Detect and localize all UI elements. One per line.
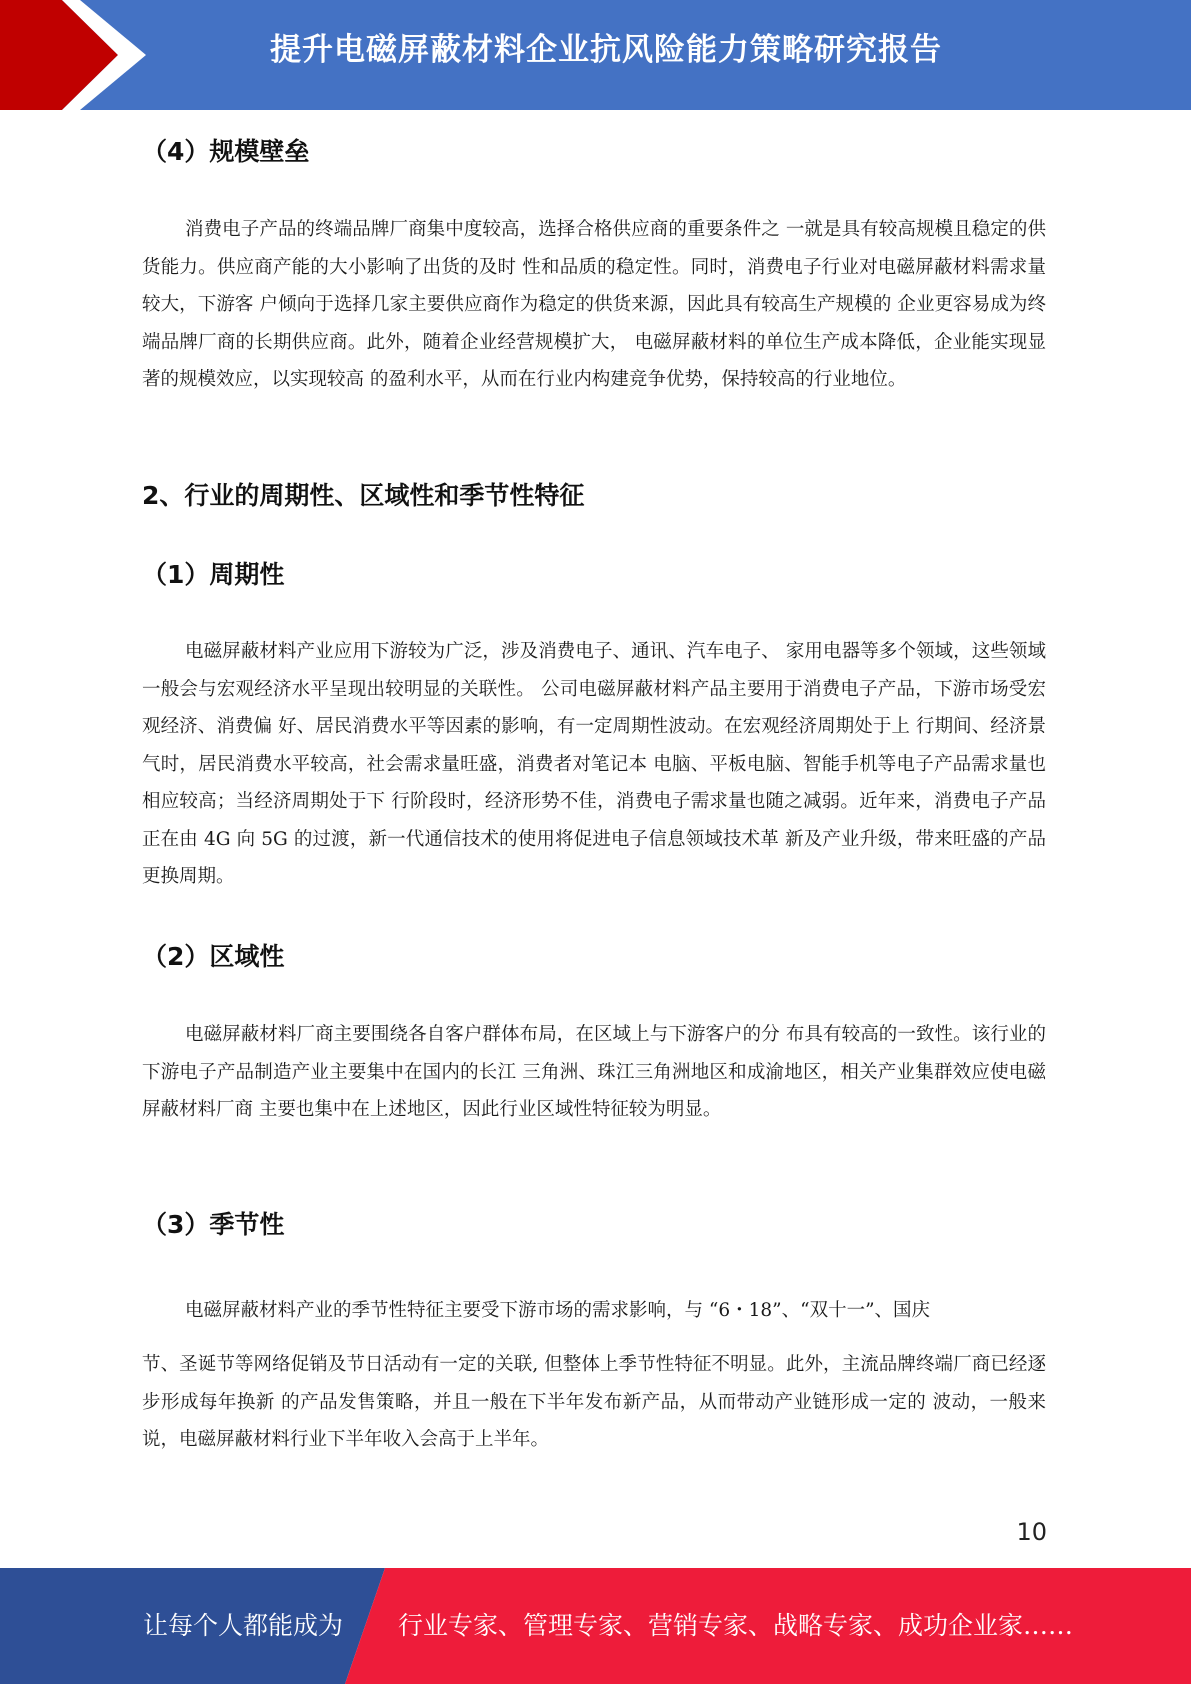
page-footer (0, 1568, 1191, 1684)
heading-seasonality: （3）季节性 (142, 1210, 285, 1239)
paragraph-seasonality-line1: 电磁屏蔽材料产业的季节性特征主要受下游市场的需求影响，与 “6・18”、“双十一”、国庆 (185, 1300, 931, 1321)
paragraph-regionality: 电磁屏蔽材料厂商主要围绕各自客户群体布局，在区域上与下游客户的分 布具有较高的一致性。该行业的下游电子产品制造产业主要集中在国内的长江 三角洲、珠江三角洲地区和成渝地区，相关产业集群效应使电磁屏蔽材料厂商 主要也集中在上述地区，因此行业区域性特征较为明显。 (142, 1024, 1046, 1120)
heading-regionality: （2）区域性 (142, 942, 285, 971)
header-title: 提升电磁屏蔽材料企业抗风险能力策略研究报告 (270, 32, 942, 68)
paragraph-scale-barrier: 消费电子产品的终端品牌厂商集中度较高，选择合格供应商的重要条件之 一就是具有较高规模且稳定的供货能力。供应商产能的大小影响了出货的及时 性和品质的稳定性。同时，消费电子行业对电磁屏蔽材料需求量较大，下游客 户倾向于选择几家主要供应商作为稳定的供货来源，因此具有较高生产规模的 企业更容易成为终端品牌厂商的长期供应商。此外，随着企业经营规模扩大， 电磁屏蔽材料的单位生产成本降低，企业能实现显著的规模效应，以实现较高 的盈利水平，从而在行业内构建竞争优势，保持较高的行业地位。 (142, 219, 1046, 390)
footer-slogan-left: 让每个人都能成为 (143, 1611, 344, 1640)
page-number: 10 (1016, 1518, 1047, 1546)
heading-scale-barrier: （4）规模壁垒 (142, 137, 310, 166)
footer-slogan-right: 行业专家、管理专家、营销专家、战略专家、成功企业家…… (398, 1611, 1074, 1640)
paragraph-seasonality-body: 节、圣诞节等网络促销及节日活动有一定的关联, 但整体上季节性特征不明显。此外，主流品牌终端厂商已经逐步形成每年换新 的产品发售策略，并且一般在下半年发布新产品，从而带动产业链形成一定的 波动，一般来说，电磁屏蔽材料行业下半年收入会高于上半年。 (142, 1354, 1046, 1450)
header-arrow-decoration (0, 0, 200, 110)
paragraph-cyclicality: 电磁屏蔽材料产业应用下游较为广泛，涉及消费电子、通讯、汽车电子、 家用电器等多个领域，这些领域一般会与宏观经济水平呈现出较明显的关联性。 公司电磁屏蔽材料产品主要用于消费电子产品，下游市场受宏观经济、消费偏 好、居民消费水平等因素的影响，有一定周期性波动。在宏观经济周期处于上 行期间、经济景气时，居民消费水平较高，社会需求量旺盛，消费者对笔记本 电脑、平板电脑、智能手机等电子产品需求量也相应较高；当经济周期处于下 行阶段时，经济形势不佳，消费电子需求量也随之减弱。近年来，消费电子产品正在由 4G 向 5G 的过渡，新一代通信技术的使用将促进电子信息领域技术革 新及产业升级，带来旺盛的产品更换周期。 (142, 641, 1046, 887)
page-header (0, 0, 1191, 110)
heading-industry-characteristics: 2、行业的周期性、区域性和季节性特征 (142, 481, 585, 510)
heading-cyclicality: （1）周期性 (142, 560, 285, 589)
